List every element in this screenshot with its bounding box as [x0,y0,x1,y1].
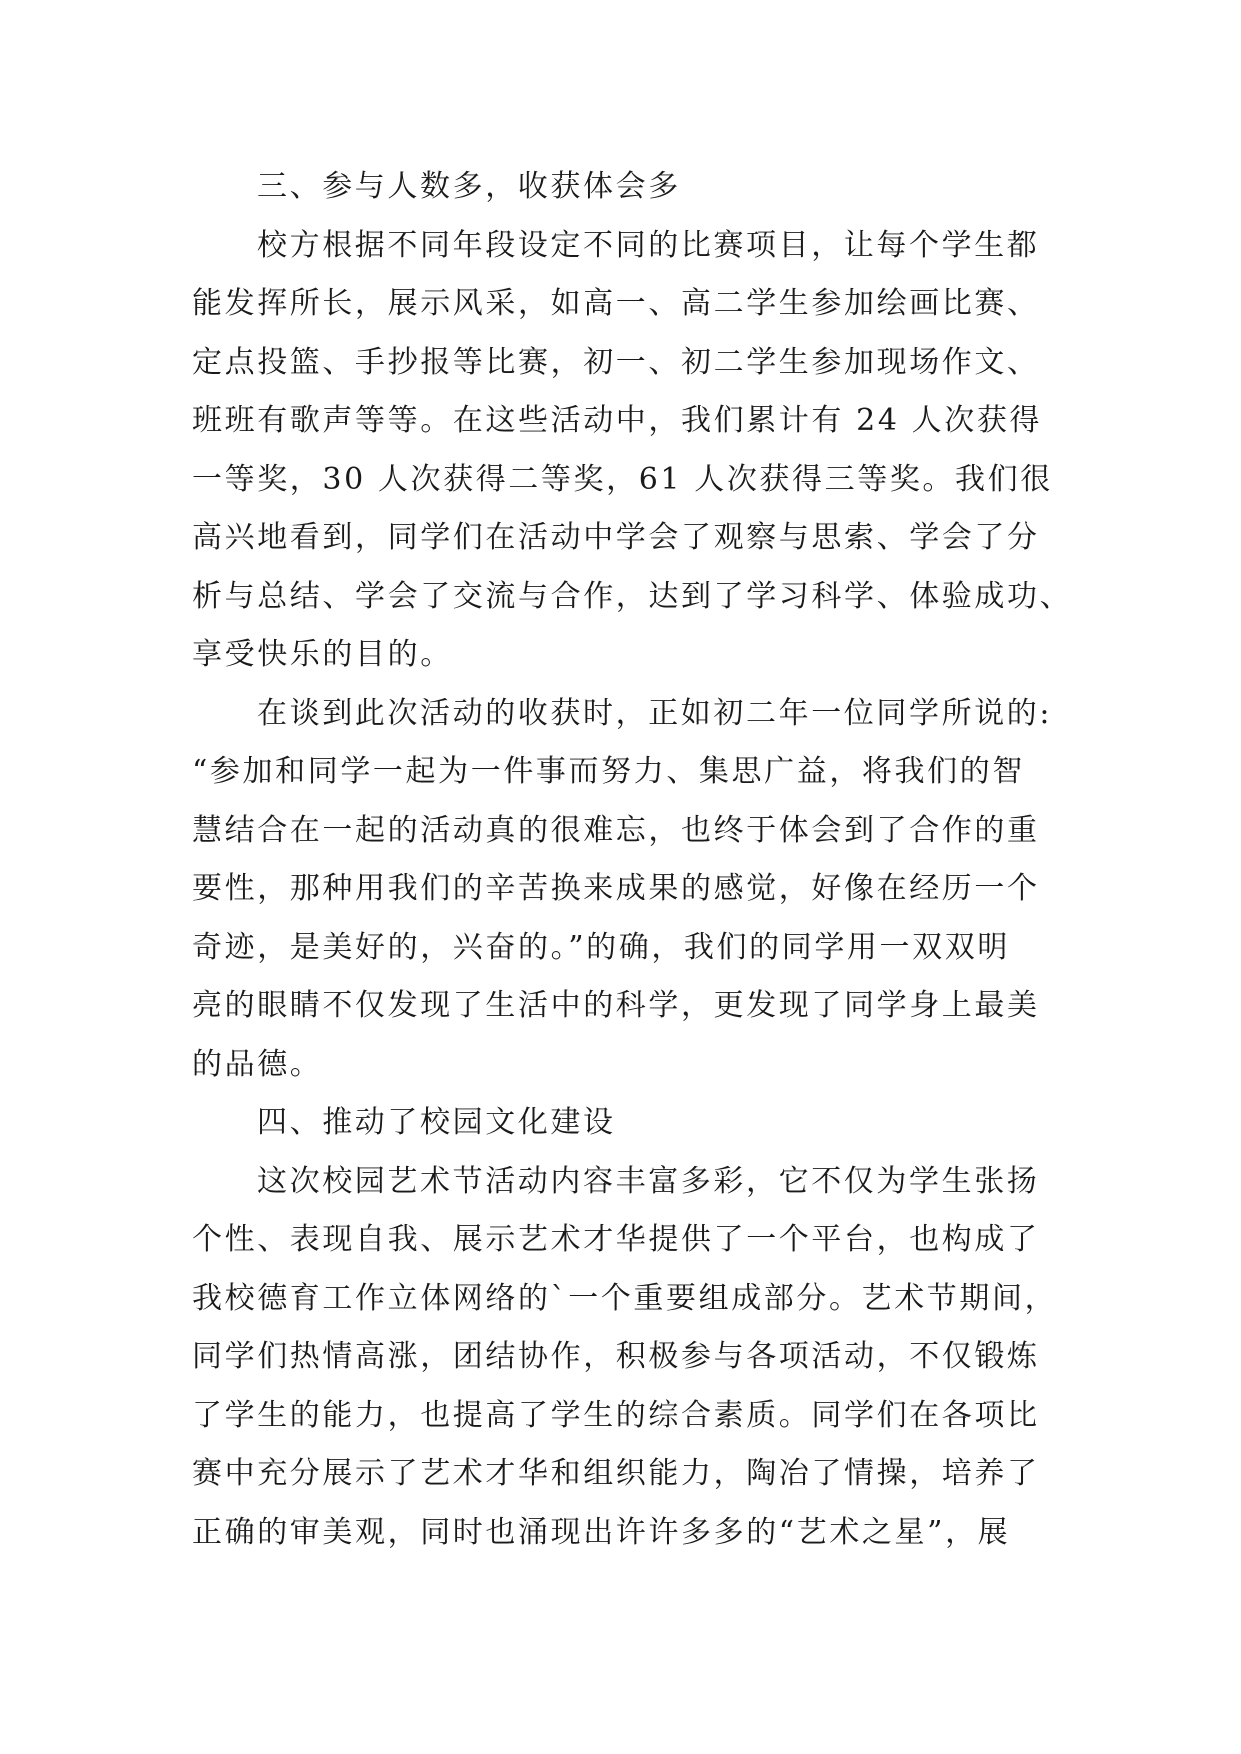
text-line: 慧结合在一起的活动真的很难忘，也终于体会到了合作的重 [192,812,1040,848]
text-line: 一等奖，30 人次获得二等奖，61 人次获得三等奖。我们很 [192,461,1053,497]
document-body [192,158,1073,1562]
text-line: 亮的眼睛不仅发现了生活中的科学，更发现了同学身上最美 [192,988,1040,1023]
text-line: 析与总结、学会了交流与合作，达到了学习科学、体验成功、 [192,578,1073,614]
text-line: 个性、表现自我、展示艺术才华提供了一个平台，也构成了 [192,1222,1040,1257]
text-line: 享受快乐的目的。 [192,637,453,672]
text-line: 正确的审美观，同时也涌现出许许多多的“艺术之星”，展 [192,1514,1011,1550]
text-line: “参加和同学一起为一件事而努力、集思广益，将我们的智 [192,754,1025,789]
text-line: 校方根据不同年段设定不同的比赛项目，让每个学生都 [257,227,1040,263]
text-line: 高兴地看到，同学们在活动中学会了观察与思索、学会了分 [192,520,1040,555]
text-line: 同学们热情高涨，团结协作，积极参与各项活动，不仅锻炼 [192,1339,1040,1374]
text-line: 在谈到此次活动的收获时，正如初二年一位同学所说的: [257,695,1053,731]
text-line: 我校德育工作立体网络的`一个重要组成部分。艺术节期间， [192,1280,1058,1316]
text-line: 能发挥所长，展示风采，如高一、高二学生参加绘画比赛、 [192,286,1040,321]
text-line: 奇迹，是美好的，兴奋的。”的确，我们的同学用一双双明 [192,929,1010,965]
text-line: 这次校园艺术节活动内容丰富多彩，它不仅为学生张扬 [257,1163,1040,1199]
section-heading: 四、推动了校园文化建设 [257,1105,616,1140]
text-line: 定点投篮、手抄报等比赛，初一、初二学生参加现场作文、 [192,344,1040,380]
section-heading: 三、参与人数多，收获体会多 [257,169,681,204]
text-line: 要性，那种用我们的辛苦换来成果的感觉，好像在经历一个 [192,871,1040,906]
text-line: 了学生的能力，也提高了学生的综合素质。同学们在各项比 [192,1397,1040,1433]
text-line: 的品德。 [192,1046,323,1082]
text-line: 赛中充分展示了艺术才华和组织能力，陶冶了情操，培养了 [192,1456,1040,1491]
text-line: 班班有歌声等等。在这些活动中，我们累计有 24 人次获得 [192,403,1043,438]
